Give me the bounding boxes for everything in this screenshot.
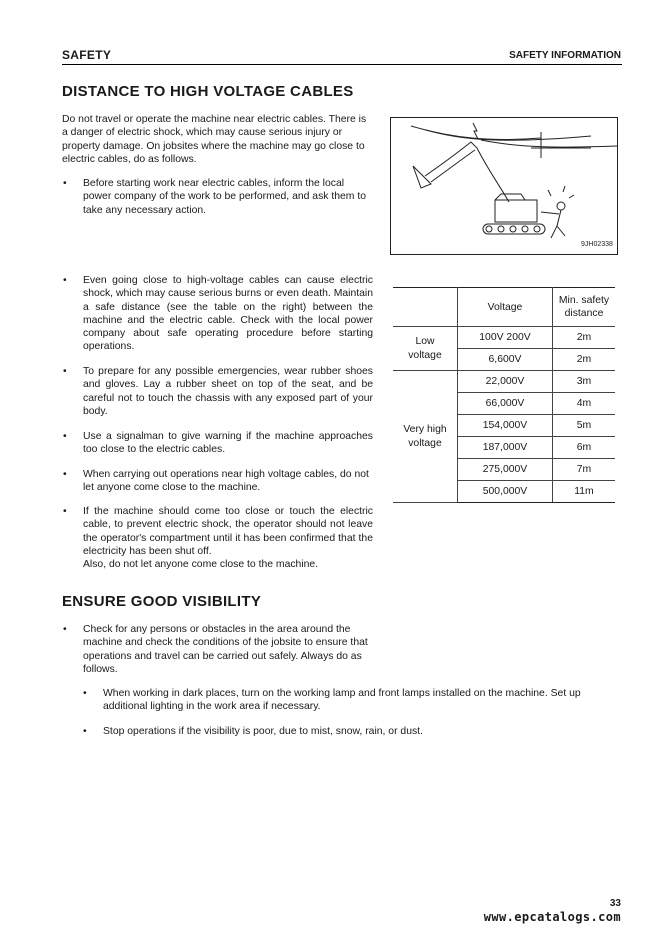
table-cell-distance: 5m [553,415,616,437]
header-divider [62,64,622,65]
bullet-check-obstacles [63,623,373,676]
watermark-url[interactable]: www.epcatalogs.com [483,910,621,924]
bullet-dot: • [63,624,67,635]
bullet-text: Use a signalman to give warning if the machine approaches too close to the electric cables. [83,431,373,456]
voltage-distance-table [393,287,615,503]
bullet-text: Before starting work near electric cables, inform the local power company of the work to be performed, and ask them to take any necessary action. [83,178,367,216]
section-heading-visibility: ENSURE GOOD VISIBILITY [62,593,262,610]
table-cell-voltage: 154,000V [458,415,553,437]
bullet-text-continued: Also, do not let anyone come close to the machine. [83,559,319,571]
bullet-dot: • [63,431,67,442]
intro-paragraph: Do not travel or operate the machine near electric cables. There is a danger of electric shock, which may cause serious injury or property damage. On jobsites where the machine may go close to electric cables, do as follows. [62,114,367,165]
bullet-text: To prepare for any possible emergencies, wear rubber shoes and gloves. Lay a rubber sheet on top of the seat, and be careful not to touch the chassis with any exposed part of your body. [83,366,373,417]
table-cell-distance: 4m [553,393,616,415]
table-header-empty [393,288,458,327]
table-header-row [393,288,615,327]
very-high-voltage-label: Very high voltage [393,371,458,503]
bullet-dot: • [63,506,67,517]
header-section-title: SAFETY [62,48,112,62]
page-number: 33 [609,898,621,909]
bullet-safe-distance [63,274,373,354]
bullet-signalman [63,430,373,457]
table-cell-distance: 7m [553,459,616,481]
bullet-dot: • [83,726,87,737]
table-cell-voltage: 187,000V [458,437,553,459]
section-heading-high-voltage: DISTANCE TO HIGH VOLTAGE CABLES [62,83,354,100]
header-chapter-title: SAFETY INFORMATION [509,50,621,61]
cable-line [481,140,617,147]
excavator-cable-illustration [390,117,618,255]
table-header-voltage: Voltage [458,288,553,327]
table-cell-voltage: 275,000V [458,459,553,481]
bullet-text: If the machine should come too close or touch the electric cable, to prevent electric shock, the operator should not leave the operator's compartment until it has been confirmed that the electricity has been shut off. [83,506,373,557]
bullet-text: Even going close to high-voltage cables can cause electric shock, which may cause serious burns or even death. Maintain a safe distance (see the table on the right) between the machine and the electric cable. Check with the local power company about safe operating procedure before starting operations. [83,275,373,353]
table-cell-distance: 2m [553,327,616,349]
bullet-dot: • [63,275,67,286]
bullet-text: Stop operations if the visibility is poor, due to mist, snow, rain, or dust. [103,726,423,737]
person-head [557,202,565,210]
excavator-illustration-svg [391,118,617,254]
bullet-dot: • [63,366,67,377]
sub-bullet-poor-visibility [83,725,623,738]
table-cell-distance: 6m [553,437,616,459]
bullet-machine-touches-cable [63,505,373,571]
bullet-text: When carrying out operations near high voltage cables, do not let anyone come close to the machine. [83,469,369,494]
table-row [393,327,615,349]
bullet-inform-power-company [63,177,373,217]
table-cell-voltage: 100V 200V [458,327,553,349]
bullet-rubber-shoes [63,365,373,418]
table-cell-voltage: 66,000V [458,393,553,415]
bullet-dot: • [63,178,67,189]
table-header-distance: Min. safety distance [553,288,616,327]
excavator-body [495,200,537,222]
bullet-text: Check for any persons or obstacles in the area around the machine and check the conditions of the jobsite to ensure that operations and travel can be carried out safely. Always do as follows. [83,624,368,675]
bullet-keep-people-away [63,468,373,495]
table-cell-voltage: 22,000V [458,371,553,393]
table-row [393,371,615,393]
bullet-dot: • [63,469,67,480]
table-cell-distance: 2m [553,349,616,371]
boom-line [425,142,509,202]
table-cell-voltage: 6,600V [458,349,553,371]
sub-bullet-lighting [83,687,623,714]
spark-icon [473,123,478,139]
table-cell-voltage: 500,000V [458,481,553,503]
table-cell-distance: 11m [553,481,616,503]
figure-code: 9JH02338 [581,241,613,248]
table-cell-distance: 3m [553,371,616,393]
bullet-text: When working in dark places, turn on the working lamp and front lamps installed on the machine. Set up additional lighting in the work area if necessary. [103,688,581,713]
low-voltage-label: Low voltage [393,327,458,371]
bullet-dot: • [83,688,87,699]
